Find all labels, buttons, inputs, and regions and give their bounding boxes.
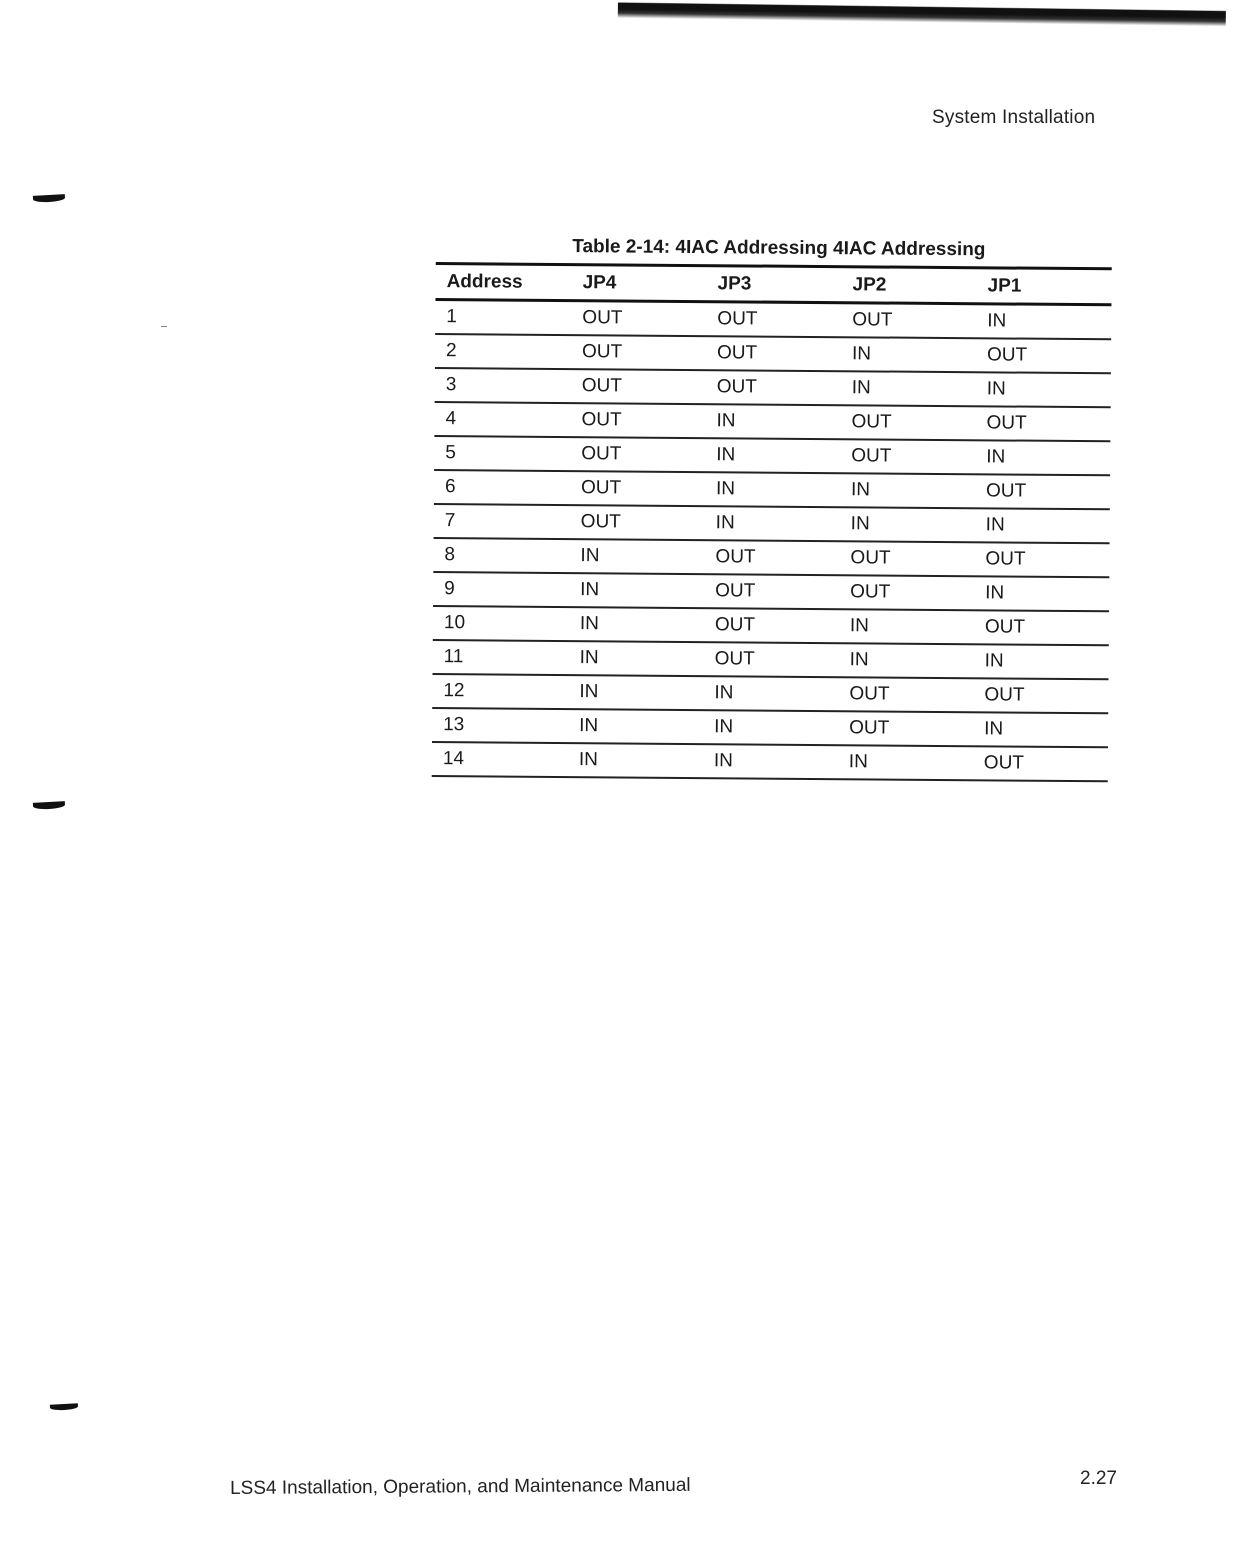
jumper-cell: IN [986, 446, 1006, 468]
jumper-cell: OUT [580, 477, 622, 499]
jumper-cell: OUT [852, 309, 893, 331]
jumper-cell: OUT [716, 376, 757, 398]
jumper-cell: IN [851, 377, 871, 399]
address-cell: 13 [443, 714, 465, 736]
jumper-cell: IN [986, 378, 1006, 400]
table-row [434, 505, 1110, 542]
address-cell: 7 [444, 510, 456, 532]
column-header: JP2 [852, 273, 887, 296]
jumper-cell: OUT [717, 308, 758, 330]
jumper-cell: IN [849, 615, 870, 637]
table-body [432, 301, 1112, 782]
table-row [435, 369, 1111, 406]
jumper-cell: IN [850, 513, 870, 535]
address-cell: 3 [445, 374, 457, 396]
jumper-cell: OUT [984, 684, 1025, 706]
jumper-cell: OUT [984, 616, 1026, 638]
address-cell: 2 [445, 340, 457, 362]
jumper-cell: IN [713, 750, 733, 772]
jumper-cell: IN [985, 582, 1005, 604]
address-cell: 14 [442, 748, 465, 770]
jumper-cell: OUT [983, 752, 1025, 774]
address-cell: 10 [443, 612, 466, 634]
jumper-cell: OUT [851, 411, 892, 433]
binder-hole-mark [50, 1403, 78, 1410]
binder-hole-mark [33, 194, 65, 203]
jumper-cell: OUT [850, 547, 891, 569]
jumper-cell: IN [985, 514, 1005, 536]
column-header: JP4 [582, 271, 617, 293]
jumper-cell: IN [580, 545, 600, 567]
table-row [435, 301, 1111, 338]
jumper-cell: IN [851, 343, 872, 365]
jumper-cell: OUT [580, 511, 621, 533]
jumper-cell: IN [579, 613, 600, 635]
jumper-cell: OUT [985, 480, 1027, 502]
jumper-cell: IN [580, 579, 600, 601]
jumper-cell: IN [715, 512, 735, 534]
jumper-cell: IN [984, 650, 1004, 672]
table-row [434, 471, 1110, 508]
table-row [433, 573, 1109, 610]
jumper-cell: IN [714, 682, 734, 704]
addressing-table [432, 232, 1112, 782]
jumper-cell: OUT [581, 375, 622, 397]
jumper-cell: OUT [582, 307, 623, 329]
jumper-cell: OUT [850, 581, 891, 603]
scan-edge-bar [618, 0, 1226, 26]
table-row [433, 607, 1109, 644]
footer-manual-title: LSS4 Installation, Operation, and Maintenance Manual [230, 1474, 691, 1499]
jumper-cell: OUT [985, 548, 1026, 570]
jumper-cell: IN [578, 749, 598, 771]
jumper-cell: IN [984, 718, 1004, 740]
jumper-cell: OUT [986, 412, 1027, 434]
column-header: JP1 [987, 274, 1022, 297]
address-cell: 4 [445, 408, 457, 430]
table-row [432, 675, 1108, 712]
jumper-cell: OUT [986, 344, 1028, 366]
jumper-cell: IN [849, 649, 869, 671]
table-header-row [435, 265, 1111, 303]
jumper-cell: OUT [851, 445, 892, 467]
jumper-cell: IN [579, 715, 599, 737]
column-header: Address [446, 270, 523, 293]
jumper-cell: OUT [715, 580, 756, 602]
jumper-cell: IN [715, 478, 736, 500]
jumper-cell: OUT [714, 614, 756, 636]
table-row [432, 709, 1108, 746]
table-row [435, 335, 1111, 372]
jumper-cell: OUT [716, 342, 758, 364]
jumper-cell: OUT [714, 648, 755, 670]
table-row [434, 437, 1110, 474]
address-cell: 6 [444, 476, 456, 498]
jumper-cell: IN [987, 310, 1007, 332]
table-row [433, 641, 1109, 678]
address-cell: 11 [443, 646, 464, 668]
page-number: 2.27 [1080, 1468, 1117, 1489]
scan-speck [161, 326, 167, 327]
jumper-cell: OUT [715, 546, 756, 568]
jumper-cell: IN [579, 681, 599, 703]
jumper-cell: OUT [849, 717, 890, 739]
column-header: JP3 [717, 272, 752, 294]
running-header: System Installation [932, 107, 1096, 128]
jumper-cell: IN [850, 479, 871, 501]
address-cell: 1 [446, 306, 457, 328]
jumper-cell: IN [714, 716, 734, 738]
jumper-cell: IN [716, 444, 736, 466]
table-row [434, 403, 1110, 440]
table-row [433, 539, 1109, 576]
jumper-cell: IN [579, 647, 599, 669]
table-row [432, 743, 1108, 780]
address-cell: 12 [443, 680, 465, 702]
address-cell: 9 [444, 578, 455, 600]
table-caption: Table 2-14: 4IAC Addressing 4IAC Addressing [572, 236, 986, 261]
jumper-cell: OUT [581, 341, 623, 363]
jumper-cell: OUT [581, 409, 622, 431]
jumper-cell: OUT [581, 443, 622, 465]
address-cell: 5 [445, 442, 456, 464]
address-cell: 8 [444, 544, 456, 566]
jumper-cell: OUT [849, 683, 890, 705]
binder-hole-mark [33, 801, 65, 810]
jumper-cell: IN [716, 410, 736, 432]
jumper-cell: IN [848, 751, 868, 773]
